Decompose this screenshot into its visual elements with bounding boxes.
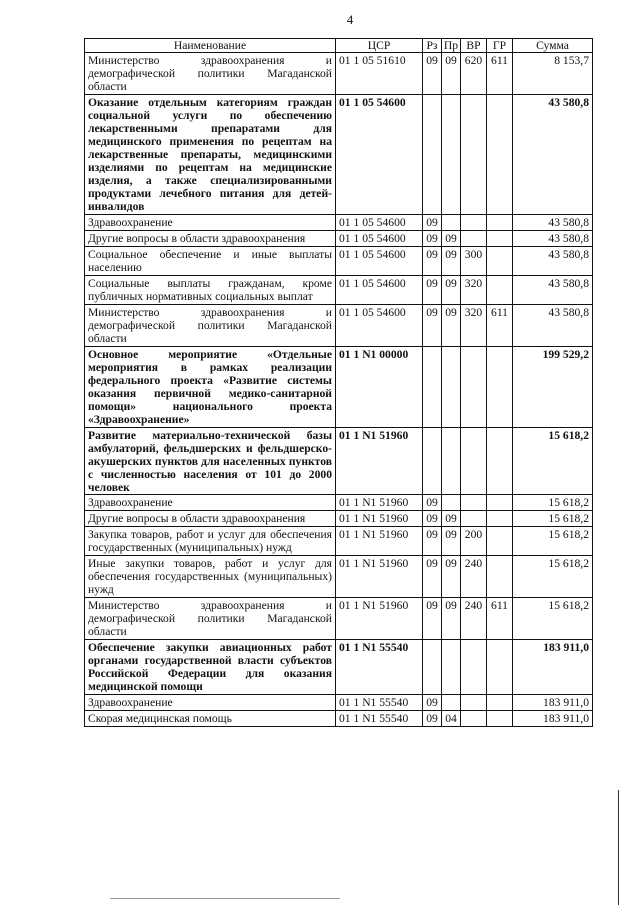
cell-pr [442, 94, 461, 214]
table-body [85, 52, 593, 726]
cell-vr: 200 [461, 527, 487, 556]
cell-vr [461, 214, 487, 230]
cell-rz: 09 [423, 511, 442, 527]
cell-name: Министерство здравоохранения и демографической политики Магаданской области [85, 598, 336, 640]
budget-table [84, 38, 593, 727]
cell-rz: 09 [423, 711, 442, 727]
cell-csr: 01 1 N1 51960 [336, 511, 423, 527]
cell-name: Обеспечение закупки авиационных работ органами государственной власти субъектов Российской Федерации для оказания медицинской помощи [85, 640, 336, 695]
cell-csr: 01 1 N1 00000 [336, 346, 423, 427]
cell-pr [442, 695, 461, 711]
cell-sum: 183 911,0 [513, 695, 593, 711]
cell-name: Основное мероприятие «Отдельные мероприятия в рамках реализации федерального проекта «Развитие системы оказания первичной медико-санитарной помощи» национального проекта «Здравоохранение» [85, 346, 336, 427]
cell-gr [487, 427, 513, 495]
cell-rz: 09 [423, 214, 442, 230]
cell-pr [442, 427, 461, 495]
cell-vr [461, 711, 487, 727]
cell-rz [423, 640, 442, 695]
cell-gr [487, 230, 513, 246]
cell-sum: 43 580,8 [513, 214, 593, 230]
cell-gr [487, 527, 513, 556]
table-row [85, 640, 593, 695]
cell-vr: 620 [461, 52, 487, 94]
cell-pr [442, 214, 461, 230]
cell-pr: 09 [442, 598, 461, 640]
cell-csr: 01 1 N1 51960 [336, 556, 423, 598]
cell-rz: 09 [423, 556, 442, 598]
cell-sum: 43 580,8 [513, 304, 593, 346]
cell-csr: 01 1 05 54600 [336, 214, 423, 230]
table-row [85, 598, 593, 640]
cell-pr: 09 [442, 275, 461, 304]
cell-gr [487, 695, 513, 711]
cell-rz [423, 94, 442, 214]
cell-csr: 01 1 N1 51960 [336, 495, 423, 511]
cell-csr: 01 1 05 54600 [336, 304, 423, 346]
cell-csr: 01 1 05 54600 [336, 246, 423, 275]
table-row [85, 275, 593, 304]
cell-name: Другие вопросы в области здравоохранения [85, 511, 336, 527]
table-row [85, 556, 593, 598]
cell-csr: 01 1 05 54600 [336, 275, 423, 304]
table-row [85, 52, 593, 94]
cell-name: Здравоохранение [85, 214, 336, 230]
cell-name: Социальные выплаты гражданам, кроме публичных нормативных социальных выплат [85, 275, 336, 304]
cell-pr: 09 [442, 230, 461, 246]
cell-sum: 15 618,2 [513, 511, 593, 527]
cell-csr: 01 1 N1 55540 [336, 695, 423, 711]
cell-pr: 09 [442, 556, 461, 598]
cell-rz: 09 [423, 246, 442, 275]
cell-sum: 15 618,2 [513, 427, 593, 495]
table-row [85, 495, 593, 511]
header-name: Наименование [85, 39, 336, 53]
cell-gr [487, 711, 513, 727]
cell-name: Здравоохранение [85, 695, 336, 711]
cell-pr [442, 346, 461, 427]
cell-vr [461, 346, 487, 427]
cell-vr [461, 495, 487, 511]
table-row [85, 214, 593, 230]
cell-csr: 01 1 N1 51960 [336, 527, 423, 556]
cell-vr: 320 [461, 304, 487, 346]
cell-sum: 43 580,8 [513, 246, 593, 275]
cell-gr [487, 246, 513, 275]
cell-name: Закупка товаров, работ и услуг для обеспечения государственных (муниципальных) нужд [85, 527, 336, 556]
cell-gr [487, 556, 513, 598]
cell-rz: 09 [423, 527, 442, 556]
cell-name: Министерство здравоохранения и демографической политики Магаданской области [85, 52, 336, 94]
table-row [85, 246, 593, 275]
cell-vr: 240 [461, 598, 487, 640]
cell-gr: 611 [487, 52, 513, 94]
table-row [85, 695, 593, 711]
cell-pr: 09 [442, 52, 461, 94]
cell-pr: 09 [442, 304, 461, 346]
cell-csr: 01 1 N1 51960 [336, 427, 423, 495]
cell-sum: 8 153,7 [513, 52, 593, 94]
cell-name: Развитие материально-технической базы амбулаторий, фельдшерских и фельдшерско-акушерских пунктов для населенных пунктов с численностью населения от 101 до 2000 человек [85, 427, 336, 495]
cell-rz: 09 [423, 52, 442, 94]
table-row [85, 304, 593, 346]
header-sum: Сумма [513, 39, 593, 53]
cell-rz: 09 [423, 495, 442, 511]
header-rz: Рз [423, 39, 442, 53]
header-vr: ВР [461, 39, 487, 53]
cell-vr [461, 427, 487, 495]
cell-vr [461, 511, 487, 527]
cell-vr: 300 [461, 246, 487, 275]
cell-pr [442, 495, 461, 511]
page-number: 4 [346, 12, 354, 27]
cell-sum: 43 580,8 [513, 275, 593, 304]
cell-name: Социальное обеспечение и иные выплаты населению [85, 246, 336, 275]
cell-gr [487, 495, 513, 511]
cell-csr: 01 1 05 51610 [336, 52, 423, 94]
cell-sum: 199 529,2 [513, 346, 593, 427]
cell-sum: 43 580,8 [513, 94, 593, 214]
cell-sum: 183 911,0 [513, 640, 593, 695]
header-csr: ЦСР [336, 39, 423, 53]
cell-gr: 611 [487, 304, 513, 346]
table-row [85, 230, 593, 246]
table-row [85, 94, 593, 214]
cell-rz [423, 427, 442, 495]
cell-gr [487, 275, 513, 304]
cell-gr: 611 [487, 598, 513, 640]
cell-vr [461, 230, 487, 246]
cell-rz: 09 [423, 275, 442, 304]
cell-sum: 15 618,2 [513, 556, 593, 598]
scan-bottom-line [110, 898, 340, 899]
cell-name: Другие вопросы в области здравоохранения [85, 230, 336, 246]
cell-pr: 09 [442, 511, 461, 527]
table-row [85, 511, 593, 527]
table-row [85, 427, 593, 495]
cell-csr: 01 1 05 54600 [336, 230, 423, 246]
cell-vr [461, 640, 487, 695]
cell-name: Оказание отдельным категориям граждан социальной услуги по обеспечению лекарственными препаратами для медицинского применения по рецептам на лекарственные препараты, медицинскими изделиями по рецептам на медицинские изделия, а также специализированными продуктами лечебного питания для детей-инвалидов [85, 94, 336, 214]
cell-sum: 43 580,8 [513, 230, 593, 246]
table-row [85, 711, 593, 727]
cell-rz: 09 [423, 598, 442, 640]
cell-gr [487, 640, 513, 695]
cell-pr [442, 640, 461, 695]
cell-rz: 09 [423, 230, 442, 246]
cell-gr [487, 214, 513, 230]
cell-vr: 240 [461, 556, 487, 598]
cell-rz: 09 [423, 695, 442, 711]
table-row [85, 527, 593, 556]
cell-name: Здравоохранение [85, 495, 336, 511]
cell-gr [487, 346, 513, 427]
cell-sum: 183 911,0 [513, 711, 593, 727]
cell-gr [487, 511, 513, 527]
cell-pr: 09 [442, 527, 461, 556]
cell-csr: 01 1 05 54600 [336, 94, 423, 214]
scan-edge-line [618, 790, 619, 905]
table-row [85, 346, 593, 427]
cell-vr [461, 94, 487, 214]
cell-gr [487, 94, 513, 214]
cell-pr: 04 [442, 711, 461, 727]
cell-name: Иные закупки товаров, работ и услуг для обеспечения государственных (муниципальных) нужд [85, 556, 336, 598]
table-header-row [85, 39, 593, 53]
cell-name: Скорая медицинская помощь [85, 711, 336, 727]
cell-sum: 15 618,2 [513, 527, 593, 556]
cell-vr: 320 [461, 275, 487, 304]
cell-vr [461, 695, 487, 711]
header-pr: Пр [442, 39, 461, 53]
cell-rz: 09 [423, 304, 442, 346]
header-gr: ГР [487, 39, 513, 53]
cell-sum: 15 618,2 [513, 598, 593, 640]
cell-name: Министерство здравоохранения и демографической политики Магаданской области [85, 304, 336, 346]
cell-csr: 01 1 N1 51960 [336, 598, 423, 640]
cell-rz [423, 346, 442, 427]
cell-sum: 15 618,2 [513, 495, 593, 511]
cell-csr: 01 1 N1 55540 [336, 711, 423, 727]
cell-csr: 01 1 N1 55540 [336, 640, 423, 695]
cell-pr: 09 [442, 246, 461, 275]
